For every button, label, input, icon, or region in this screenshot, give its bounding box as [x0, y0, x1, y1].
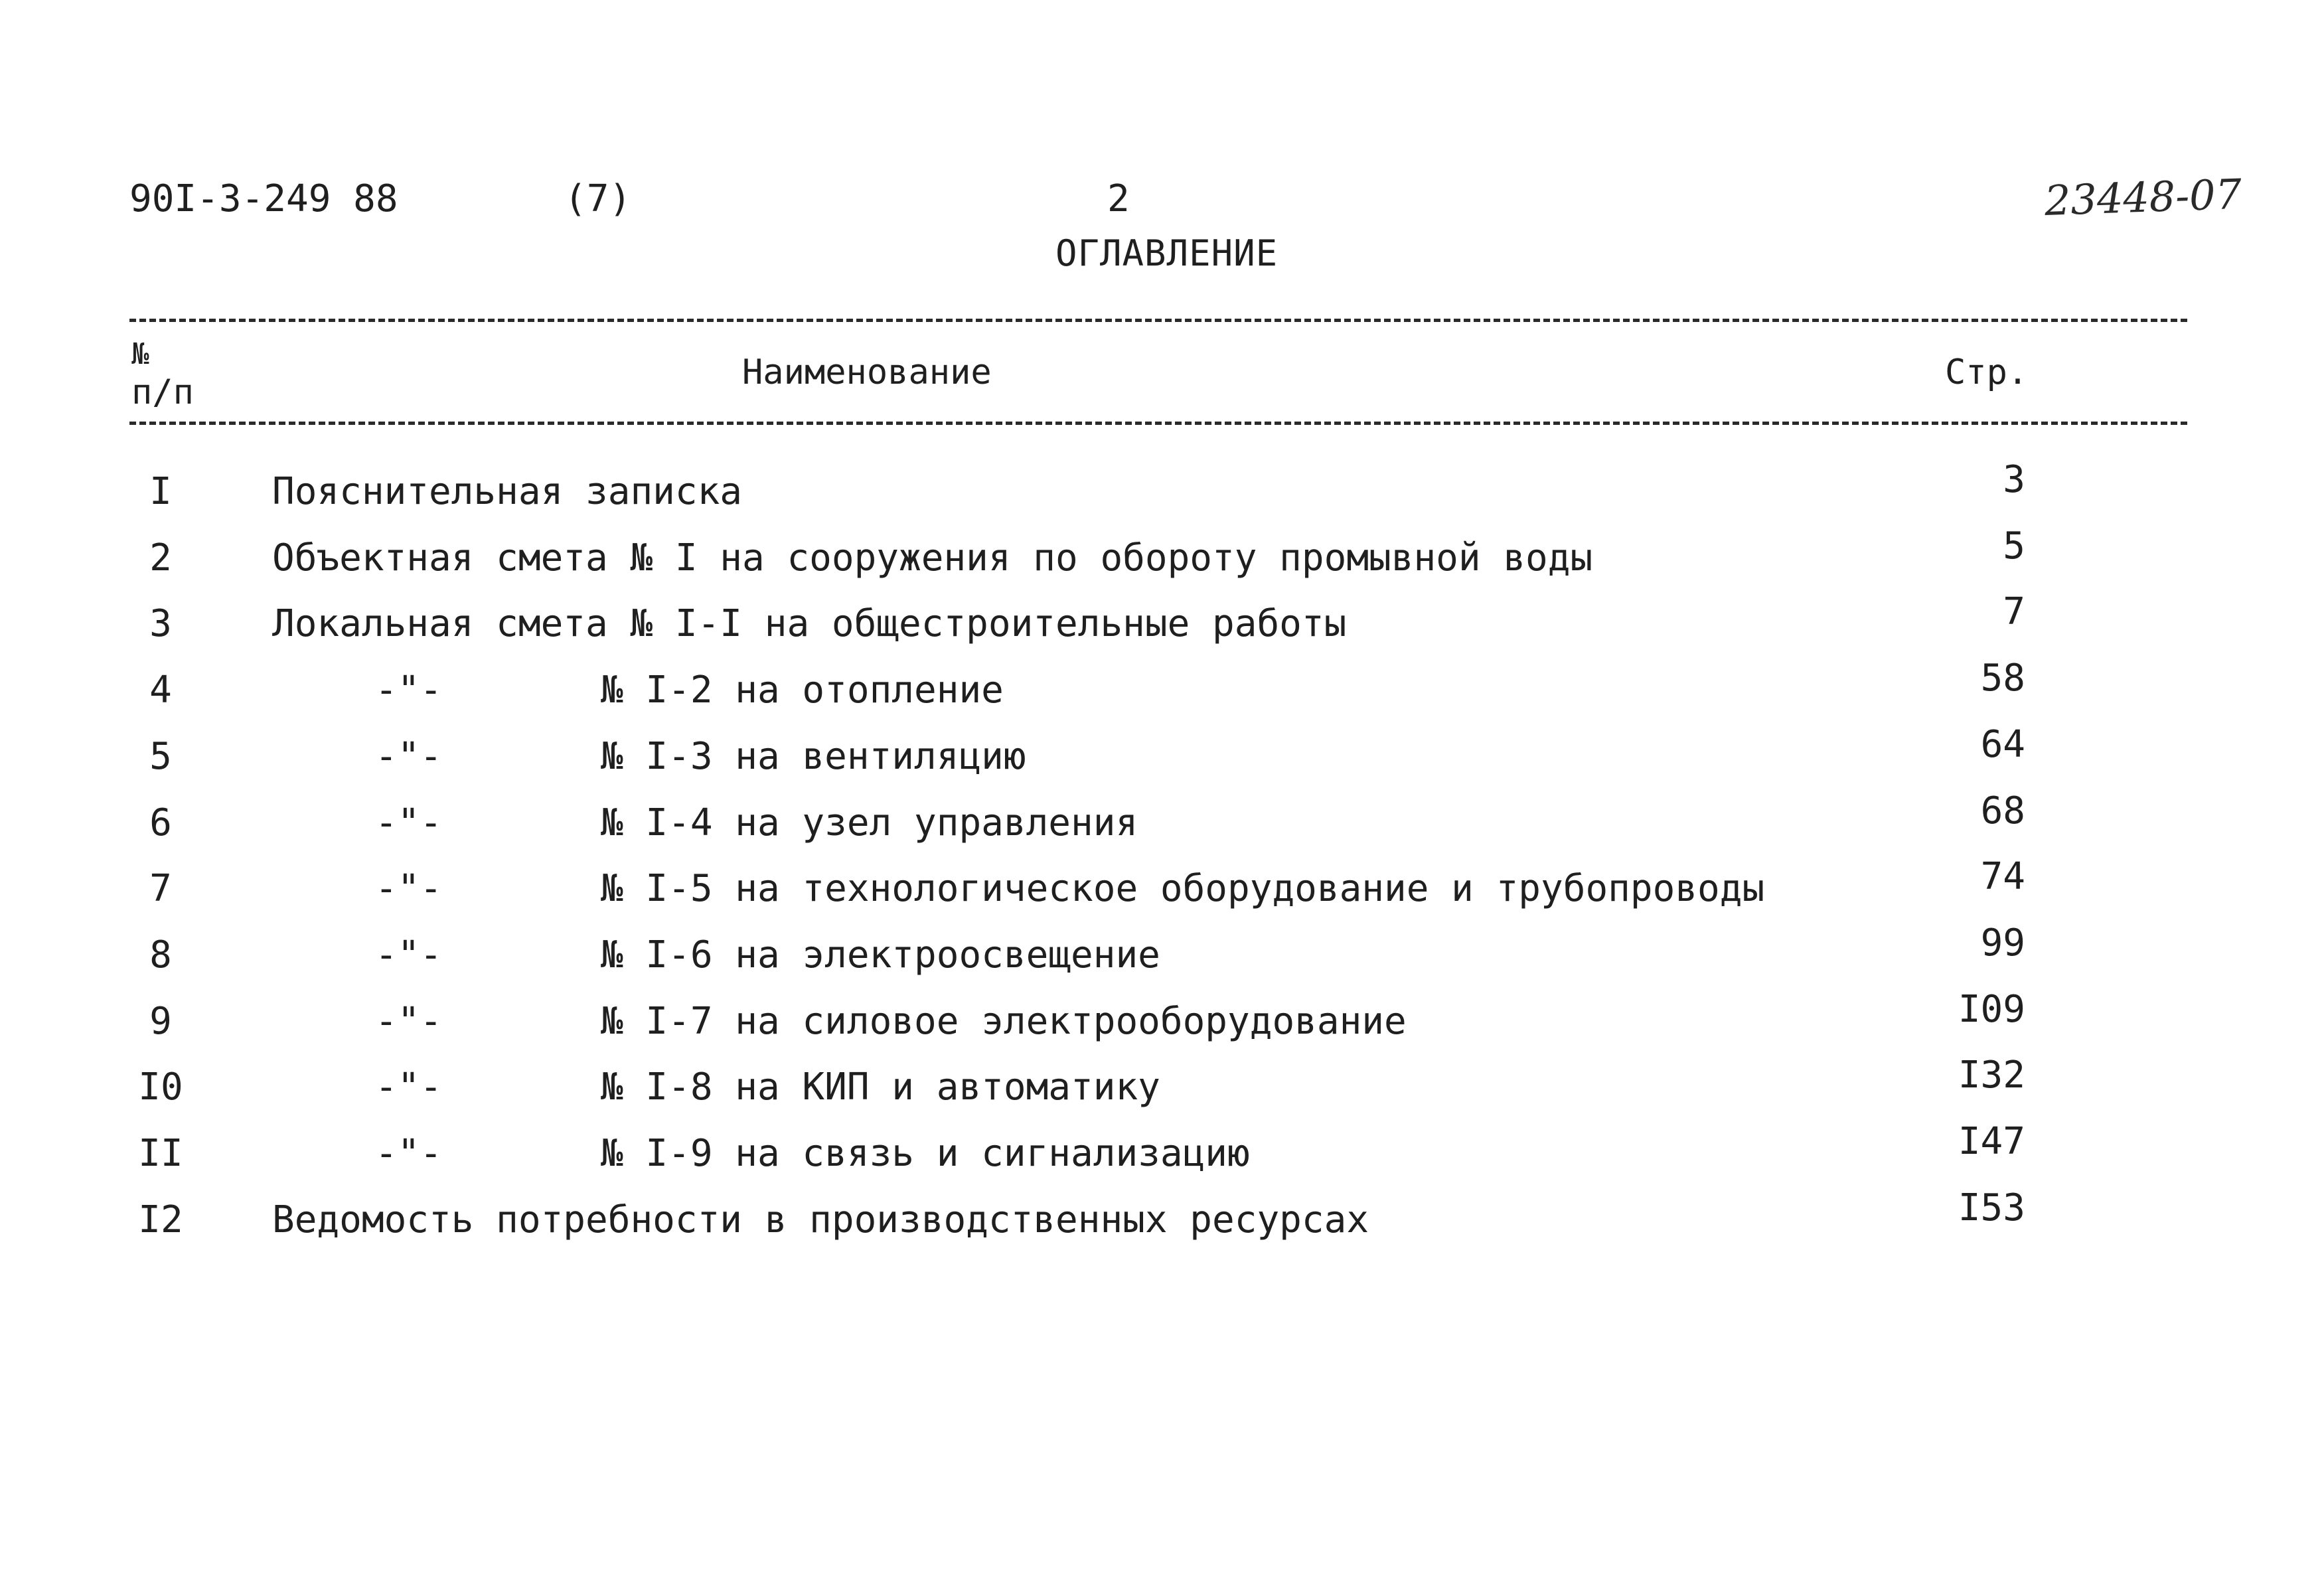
row-description-continued: № I-7 на силовое электрооборудование — [601, 999, 1407, 1043]
col-num-header-symbol: № — [131, 337, 149, 371]
row-page: 99 — [1980, 921, 2025, 965]
page-title: ОГЛАВЛЕНИЕ — [1055, 232, 1278, 274]
row-number: 6 — [149, 801, 172, 844]
table-header-rule — [129, 422, 2187, 425]
table-row — [0, 657, 2324, 728]
row-description: Объектная смета № I на сооружения по обороту промывной воды — [272, 536, 1593, 580]
row-page: 7 — [2003, 590, 2025, 634]
row-description-continued: № I-6 на электроосвещение — [601, 933, 1160, 977]
table-row — [0, 1120, 2324, 1192]
row-number: I — [149, 470, 172, 513]
table-top-rule — [129, 319, 2187, 322]
table-row — [0, 987, 2324, 1060]
table-row — [0, 789, 2324, 861]
col-page-header: Стр. — [1945, 353, 2029, 392]
row-number: II — [138, 1132, 183, 1175]
row-number: 5 — [149, 734, 172, 778]
page-number: 2 — [1107, 177, 1130, 220]
table-row — [0, 524, 2324, 596]
row-number: 9 — [149, 999, 172, 1043]
row-ditto-mark: -"- — [375, 999, 443, 1043]
table-row — [0, 590, 2324, 662]
row-page: I47 — [1958, 1120, 2025, 1163]
row-ditto-mark: -"- — [375, 933, 443, 977]
row-description-continued: № I-3 на вентиляцию — [601, 734, 1026, 778]
table-row — [0, 1054, 2324, 1125]
row-description: Пояснительная записка — [272, 470, 743, 513]
row-page: 3 — [2003, 458, 2025, 501]
col-num-header-label: п/п — [131, 372, 194, 412]
row-number: 8 — [149, 933, 172, 977]
row-description-continued: № I-8 на КИП и автоматику — [601, 1066, 1160, 1109]
row-page: 5 — [2003, 524, 2025, 568]
table-row — [0, 855, 2324, 927]
row-description: Локальная смета № I-I на общестроительные работы — [272, 602, 1347, 646]
row-page: I32 — [1958, 1054, 2025, 1097]
row-number: 3 — [149, 602, 172, 646]
row-page: I53 — [1958, 1186, 2025, 1229]
row-ditto-mark: -"- — [375, 734, 443, 778]
inventory-number: 23448-07 — [2043, 169, 2243, 225]
row-number: I0 — [138, 1066, 183, 1109]
row-description: Ведомость потребности в производственных ресурсах — [272, 1198, 1369, 1241]
row-ditto-mark: -"- — [375, 669, 443, 712]
col-name-header: Наименование — [742, 353, 992, 392]
table-row — [0, 1186, 2324, 1258]
table-row — [0, 722, 2324, 795]
row-page: 64 — [1980, 722, 2025, 766]
table-row — [0, 458, 2324, 530]
row-page: 58 — [1980, 657, 2025, 700]
row-page: I09 — [1958, 987, 2025, 1031]
row-ditto-mark: -"- — [375, 867, 443, 911]
row-number: 4 — [149, 669, 172, 712]
row-page: 74 — [1980, 855, 2025, 899]
row-description-continued: № I-4 на узел управления — [601, 801, 1138, 844]
document-part: (7) — [564, 177, 632, 220]
row-description-continued: № I-2 на отопление — [601, 669, 1004, 712]
row-number: I2 — [138, 1198, 183, 1241]
row-description-continued: № I-9 на связь и сигнализацию — [601, 1132, 1250, 1175]
row-ditto-mark: -"- — [375, 1066, 443, 1109]
row-ditto-mark: -"- — [375, 1132, 443, 1175]
row-description-continued: № I-5 на технологическое оборудование и трубопроводы — [601, 867, 1765, 911]
row-number: 2 — [149, 536, 172, 580]
row-number: 7 — [149, 867, 172, 911]
row-page: 68 — [1980, 789, 2025, 832]
table-row — [0, 921, 2324, 993]
document-code: 90I-3-249 88 — [129, 177, 398, 220]
row-ditto-mark: -"- — [375, 801, 443, 844]
